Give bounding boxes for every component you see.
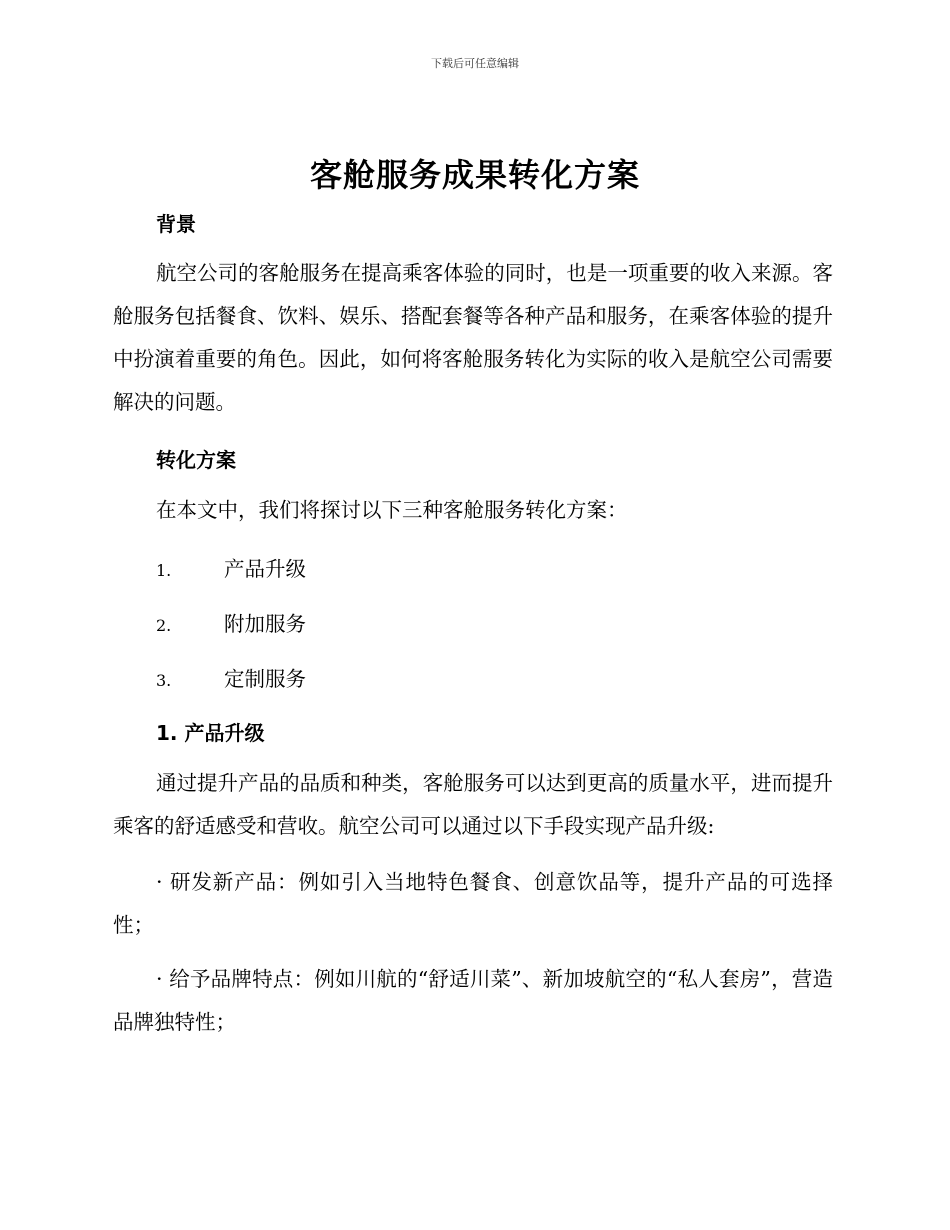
list-item-number: 2. [156,616,172,635]
list-item-label: 定制服务 [224,667,306,691]
list-item [156,662,306,692]
list-item-label: 附加服务 [224,612,306,636]
paragraph-upgrade: 通过提升产品的品质和种类，客舱服务可以达到更高的质量水平，进而提升乘客的舒适感受和营收。航空公司可以通过以下手段实现产品升级: [113,771,833,838]
paragraph-bullet-new-products: · 研发新产品：例如引入当地特色餐食、创意饮品等，提升产品的可选择性； [113,870,833,937]
header-note: 下载后可任意编辑 [431,57,519,70]
paragraph-plan-intro: 在本文中，我们将探讨以下三种客舱服务转化方案： [156,498,628,522]
list-item [156,552,306,582]
section-heading-plan: 转化方案 [156,448,236,472]
list-item-label: 产品升级 [224,557,306,581]
list-item-number: 3. [156,671,172,690]
paragraph-background: 航空公司的客舱服务在提高乘客体验的同时，也是一项重要的收入来源。客舱服务包括餐食、饮料、娱乐、搭配套餐等各种产品和服务，在乘客体验的提升中扮演着重要的角色。因此，如何将客舱服务转化为实际的收入是航空公司需要解决的问题。 [113,261,833,414]
list-item [156,607,306,637]
paragraph-bullet-brand: · 给予品牌特点：例如川航的“舒适川菜”、新加坡航空的“私人套房”，营造品牌独特性； [113,967,833,1034]
list-item-number: 1. [156,561,172,580]
section-heading-upgrade: 1. 产品升级 [156,721,265,745]
document-title: 客舱服务成果转化方案 [309,156,640,194]
section-heading-background: 背景 [156,212,196,236]
